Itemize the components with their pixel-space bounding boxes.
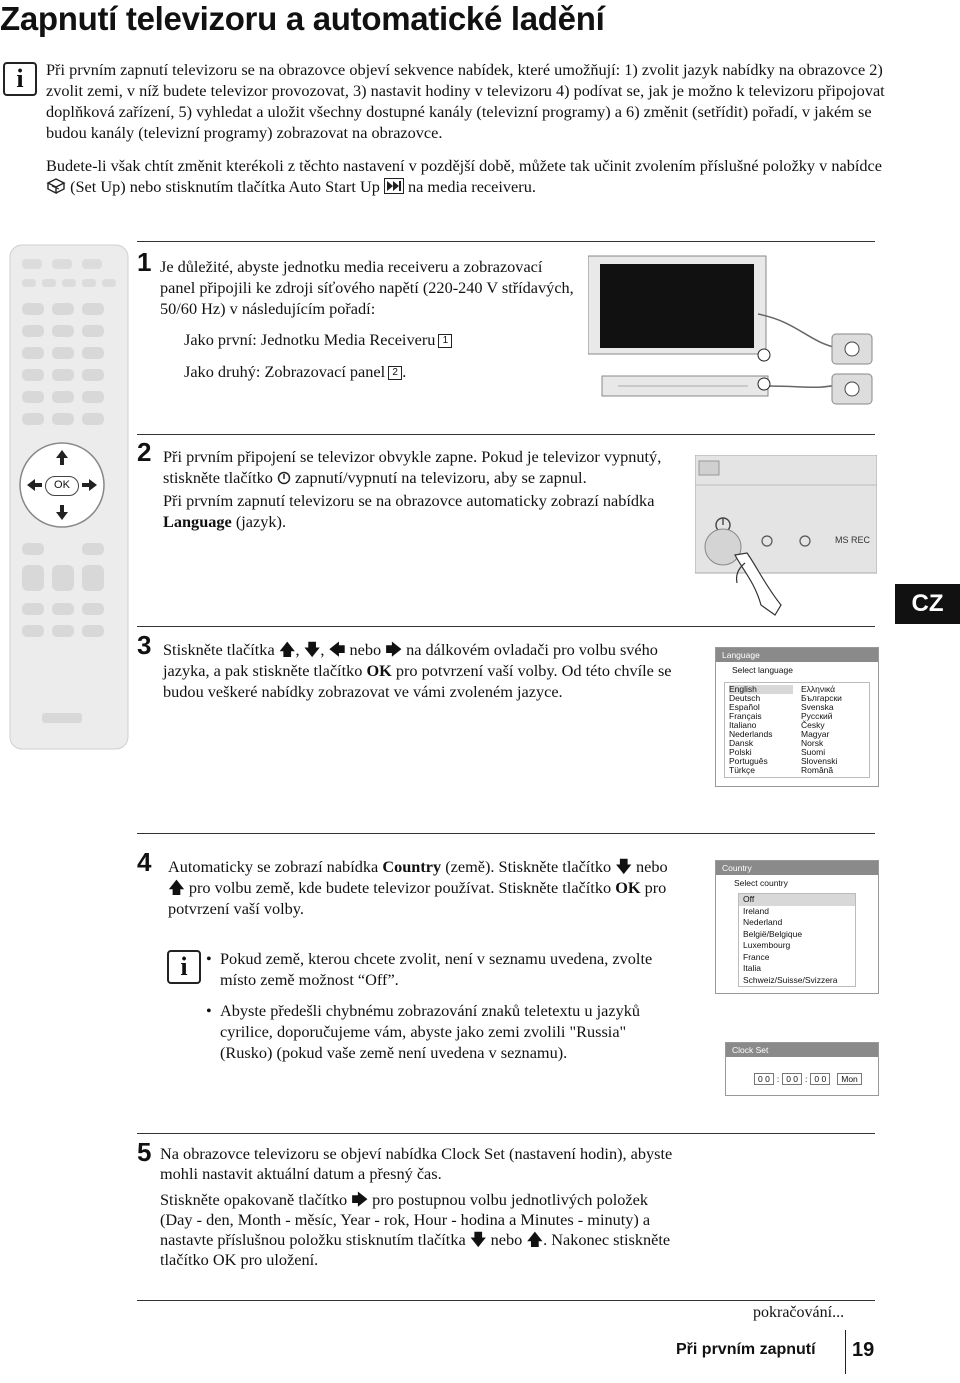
arrow-up-icon: 🡅 <box>168 878 185 897</box>
step-number: 3 <box>137 630 152 660</box>
footer-divider <box>845 1330 846 1374</box>
arrow-down-icon: 🡇 <box>615 857 632 876</box>
language-option[interactable]: Português <box>729 756 768 766</box>
remote-control <box>8 243 130 751</box>
ok-button[interactable]: OK <box>45 476 79 496</box>
tv-connection-illustration <box>588 252 884 414</box>
list-item: • Abyste předešli chybnému zobrazování znaků teletextu u jazyků cyrilice, doporučujeme vám, abyste jako zemi zvolili "Russia" (Rusko) (pokud vaše země není uvedena v seznamu). <box>206 1000 676 1063</box>
language-option[interactable]: Русский <box>801 711 833 721</box>
language-menu <box>715 647 879 787</box>
menu-subtitle: Select language <box>732 665 793 675</box>
divider <box>137 1133 875 1134</box>
arrow-down-icon: 🡇 <box>469 1230 487 1249</box>
language-option[interactable]: Polski <box>729 747 752 757</box>
language-option[interactable]: Magyar <box>801 729 830 739</box>
country-option[interactable]: Nederland <box>743 917 783 927</box>
divider <box>137 1300 875 1301</box>
divider <box>137 434 875 435</box>
language-option[interactable]: Suomi <box>801 747 826 757</box>
arrow-left-icon: 🡄 <box>328 640 346 659</box>
divider <box>137 626 875 627</box>
arrow-up-icon: 🡅 <box>278 640 296 659</box>
country-option[interactable]: Schweiz/Suisse/Svizzera <box>743 974 838 985</box>
divider <box>137 241 875 242</box>
power-icon <box>277 469 291 490</box>
step-4-notes <box>206 948 676 1073</box>
minute-field[interactable]: 0 0 <box>782 1073 802 1085</box>
language-option[interactable]: Türkçe <box>729 765 755 775</box>
country-option[interactable]: Italia <box>743 963 761 973</box>
clock-set-menu: Clock Set 0 0 : 0 0 : 0 0 Mon <box>725 1042 879 1096</box>
page-number: 19 <box>852 1339 875 1361</box>
arrow-right-icon: 🡆 <box>351 1190 369 1209</box>
section-name: Při prvním zapnutí <box>676 1341 816 1358</box>
step-2-text: Při prvním připojení se televizor obvykle zapne. Pokud je televizor vypnutý, stiskněte tlačítko zapnutí/vypnutí na televizoru, aby se zapnul. Při prvním zapnutí televizoru se na obrazovce automaticky zobrazí nabídka Language (jazyk). <box>163 447 662 531</box>
country-menu <box>715 860 879 994</box>
country-list <box>738 893 856 987</box>
hour-field[interactable]: 0 0 <box>754 1073 774 1085</box>
front-panel-illustration <box>695 455 877 618</box>
language-option[interactable]: Deutsch <box>729 693 761 703</box>
country-option[interactable]: Ireland <box>743 905 769 916</box>
language-option[interactable]: Dansk <box>729 738 754 748</box>
step-5-text: Na obrazovce televizoru se objeví nabídka Clock Set (nastavení hodin), abyste mohli nastavit aktuální datum a přesný čas. Stiskněte opakovaně tlačítko 🡆 pro postupnou volbu jednotlivých položek (Day - den, Month - měsíc, Year - rok, Hour - hodina a Minutes - minuty) a nastavte příslušnou položku stisknutím tlačítka 🡇 nebo 🡅. Nakonec stiskněte tlačítko OK pro uložení. <box>160 1144 673 1269</box>
menu-title: Country <box>716 861 878 875</box>
setup-icon <box>46 177 66 200</box>
step-number: 4 <box>137 847 152 877</box>
ms-rec-label: MS REC <box>835 535 871 545</box>
language-option[interactable]: Česky <box>801 720 825 730</box>
step-1-text: Je důležité, abyste jednotku media receiveru a zobrazovací panel připojili ke zdroji síťového napětí (220-240 V střídavých, 50/60 Hz) v následujícím pořadí: Jako první: Jednotku Media Receiveru 1 Jako druhý: Zobrazovací panel 2 . <box>160 257 574 381</box>
step-number: 5 <box>137 1137 152 1167</box>
step-number: 2 <box>137 437 152 467</box>
auto-start-up-icon <box>384 178 404 199</box>
intro-text <box>46 59 886 200</box>
step-4-text: Automaticky se zobrazí nabídka Country (země). Stiskněte tlačítko 🡇 nebo 🡅 pro volbu země, kde budete televizor používat. Stiskněte tlačítko OK pro potvrzení vaší volby. <box>168 857 668 918</box>
menu-title: Language <box>716 648 878 662</box>
country-option[interactable]: België/Belgique <box>743 928 803 939</box>
day-field[interactable]: Mon <box>837 1073 862 1085</box>
language-option[interactable]: Nederlands <box>729 729 773 739</box>
language-option[interactable]: Română <box>801 765 834 775</box>
step-3-text: Stiskněte tlačítka 🡅, 🡇, 🡄 nebo 🡆 na dálkovém ovladači pro volbu svého jazyka, a pak stiskněte tlačítko OK pro potvrzení vaší volby. Od této chvíle se budou veškeré nabídky zobrazovat ve vámi zvoleném jazyce. <box>163 640 672 701</box>
arrow-up-icon: 🡅 <box>526 1230 544 1249</box>
page-title: Zapnutí televizoru a automatické ladění <box>0 0 605 37</box>
box-number: 1 <box>438 334 452 348</box>
second-field[interactable]: 0 0 <box>810 1073 830 1085</box>
arrow-right-icon: 🡆 <box>385 640 403 659</box>
language-option[interactable]: English <box>729 685 793 694</box>
info-icon: i <box>167 950 201 984</box>
language-column <box>725 683 797 777</box>
country-option[interactable]: Off <box>739 894 855 906</box>
step-number: 1 <box>137 247 152 277</box>
intro-paragraph-2: Budete-li však chtít změnit kterékoli z těchto nastavení v pozdější době, můžete tak učinit zvolením příslušné položky v nabídce (Set Up) nebo stisknutím tlačítka Auto Start Up na media receiveru. <box>46 155 886 200</box>
list-item: • Pokud země, kterou chcete zvolit, není v seznamu uvedena, zvolte místo země možnost “Off”. <box>206 948 676 990</box>
menu-subtitle: Select country <box>734 878 788 888</box>
info-icon: i <box>3 62 37 96</box>
country-option[interactable]: France <box>743 951 770 962</box>
language-column <box>797 683 869 777</box>
divider <box>137 833 875 834</box>
country-option[interactable]: Luxembourg <box>743 940 791 950</box>
language-option[interactable]: Italiano <box>729 720 757 730</box>
language-option[interactable]: Français <box>729 711 762 721</box>
intro-paragraph-1: Při prvním zapnutí televizoru se na obrazovce objeví sekvence nabídek, které umožňují: 1) zvolit jazyk nabídky na obrazovce 2) zvolit zemi, v níž budete televizor provozovat, 3) nastavit hodiny v televizoru 4) podívat se, jak je možno k televizoru připojovat doplňková zařízení, 5) vyhledat a uložit všechny dostupné kanály (televizní programy) a 6) změnit (setřídit) pořadí, v jakém se budou kanály (televizní programy) zobrazovat na obrazovce. <box>46 60 885 142</box>
language-option[interactable]: Svenska <box>801 702 834 712</box>
language-tab: CZ <box>895 584 960 624</box>
continue-text: pokračování... <box>753 1304 845 1321</box>
language-option[interactable]: Ελληνικά <box>801 684 836 694</box>
language-option[interactable]: Español <box>729 702 760 712</box>
language-option[interactable]: Български <box>801 693 842 703</box>
box-number: 2 <box>388 366 402 380</box>
language-option[interactable]: Norsk <box>801 738 824 748</box>
language-option[interactable]: Slovenski <box>801 756 838 766</box>
arrow-down-icon: 🡇 <box>303 640 321 659</box>
menu-title: Clock Set <box>726 1043 878 1057</box>
